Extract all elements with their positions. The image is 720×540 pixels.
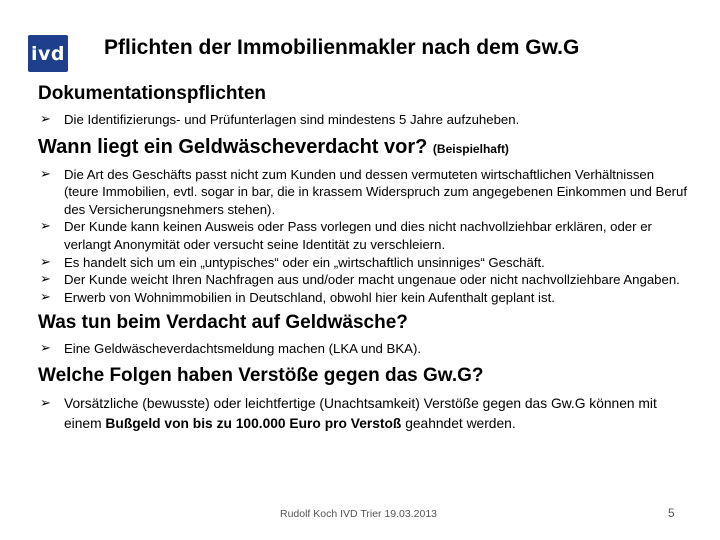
- bullet-list: [38, 111, 688, 129]
- section-heading-text: Wann liegt ein Geldwäscheverdacht vor?: [38, 135, 428, 158]
- bullet-list: [38, 394, 688, 434]
- section-heading: Welche Folgen haben Verstöße gegen das Gw.G?: [38, 364, 484, 386]
- logo-text: ivd: [31, 42, 65, 65]
- section-action: [38, 311, 688, 358]
- bullet-item: ➢ Die Identifizierungs- und Prüfunterlagen sind mindestens 5 Jahre aufzuheben.: [38, 111, 688, 129]
- section-heading: Dokumentationspflichten: [38, 83, 267, 104]
- bullet-list: [38, 166, 688, 307]
- bullet-text: Vorsätzliche (bewusste) oder leichtfertige (Unachtsamkeit) Verstöße gegen das Gw.G können mit einem: [64, 395, 657, 431]
- bullet-item: ➢ Es handelt sich um ein „untypisches“ oder ein „wirtschaftlich unsinniges“ Geschäft.: [38, 254, 688, 272]
- section-suspicion: [38, 135, 688, 307]
- section-heading-note: (Beispielhaft): [432, 141, 509, 156]
- slide-title: Pflichten der Immobilienmakler nach dem Gw.G: [104, 36, 580, 59]
- section-documentation: [38, 82, 688, 129]
- bullet-item: ➢ Erwerb von Wohnimmobilien in Deutschland, obwohl hier kein Aufenthalt geplant ist.: [38, 289, 688, 307]
- ivd-logo: [28, 35, 68, 72]
- section-consequences: [38, 364, 688, 434]
- bullet-item: ➢ Der Kunde kann keinen Ausweis oder Pass vorlegen und dies nicht nachvollziehbar erklären, oder er verlangt Anonymität oder versucht seine Identität zu verschleiern.: [38, 218, 688, 253]
- page-number: 5: [668, 506, 675, 520]
- bullet-text-bold: Bußgeld von bis zu 100.000 Euro pro Verstoß: [105, 415, 402, 431]
- bullet-list: [38, 340, 688, 358]
- bullet-item: ➢ Der Kunde weicht Ihren Nachfragen aus und/oder macht ungenaue oder nicht nachvollziehbare Angaben.: [38, 271, 688, 289]
- footer-text: Rudolf Koch IVD Trier 19.03.2013: [280, 508, 438, 520]
- slide-content: [38, 82, 688, 434]
- section-heading: [38, 135, 688, 161]
- bullet-item: [38, 394, 688, 434]
- bullet-item: ➢ Die Art des Geschäfts passt nicht zum Kunden und dessen vermuteten wirtschaftlichen Verhältnissen (teure Immobilien, evtl. sogar in bar, die in krassem Widerspruch zum angegebenen Einkommen und Beruf des Versicherungsnehmers stehen).: [38, 166, 688, 219]
- section-heading: Was tun beim Verdacht auf Geldwäsche?: [38, 312, 408, 334]
- bullet-text: geahndet werden.: [401, 415, 516, 431]
- bullet-item: ➢ Eine Geldwäscheverdachtsmeldung machen (LKA und BKA).: [38, 340, 688, 358]
